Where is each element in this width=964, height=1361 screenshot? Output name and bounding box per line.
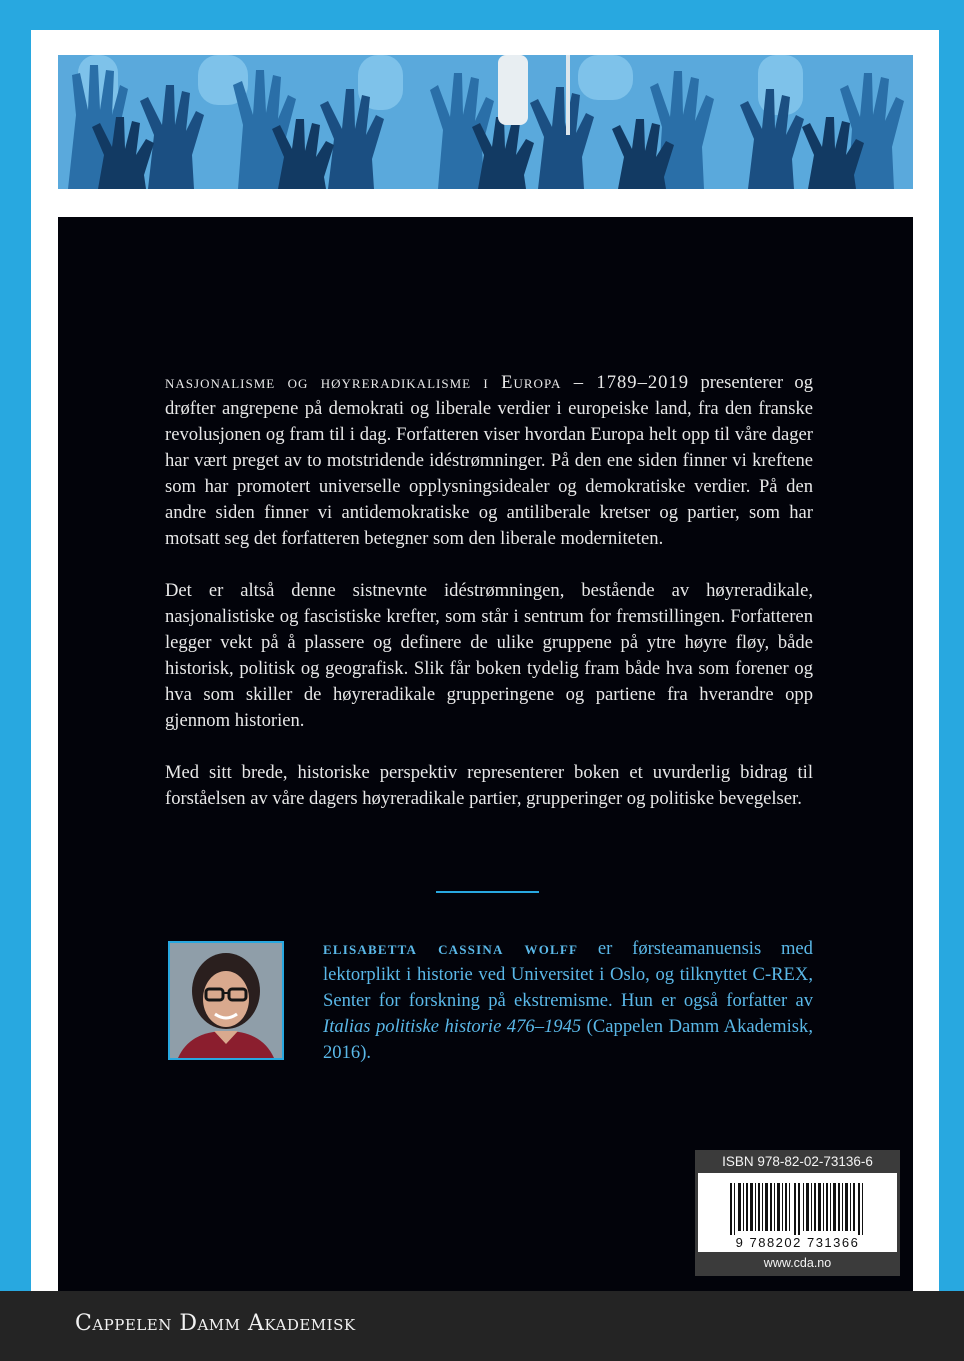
book-title-smallcaps: nasjonalisme og høyreradikalisme i Europa – 1789–2019 xyxy=(165,372,690,393)
barcode-area xyxy=(698,1173,897,1252)
barcode-block xyxy=(695,1150,900,1276)
author-photo xyxy=(168,941,284,1060)
author-bio xyxy=(323,936,813,1066)
hands-illustration xyxy=(58,55,913,189)
description-paragraph-3: Med sitt brede, historiske perspektiv representerer boken et uvurderlig bidrag til forståelsen av våre dagers høyreradikale partier, grupperinger og politiske bevegelser. xyxy=(165,762,813,809)
author-bio-text-2: (Cappelen Damm Akademisk, 2016). xyxy=(323,1016,813,1063)
publisher-logo: Cappelen Damm Akademisk xyxy=(75,1311,356,1336)
author-name: elisabetta cassina wolff xyxy=(323,938,579,959)
book-description xyxy=(165,370,813,838)
description-paragraph-2: Det er altså denne sistnevnte idéstrømningen, bestående av høyreradikale, nasjonalistiske og fascistiske krefter, som står i sentrum for fremstillingen. Forfatteren legger vekt på å plassere og definere de ulike gruppene på ytre høyre fløy, både historisk, politisk og geografisk. Slik får boken tydelig fram både hva som forener og hva som skiller de høyreradikale grupperingene og partiene fra hverandre opp gjennom historien. xyxy=(165,580,813,731)
author-previous-book-title: Italias politiske historie 476–1945 xyxy=(323,1016,582,1037)
raised-hands-icon xyxy=(58,55,913,189)
description-paragraph-1-text: presenterer og drøfter angrepene på demokrati og liberale verdier i europeiske land, fra den franske revolusjonen og fram til i dag. Forfatteren viser hvordan Europa helt opp til våre dager har vært preget av to motstridende idéstrømninger. På den ene siden finner vi kreftene som har promotert universelle opplysningsidealer og demokratiske verdier. På den andre siden finner vi antidemokratiske og antiliberale kretser og partier, som har motsatt seg det forfatteren betegner som den liberale moderniteten. xyxy=(165,372,813,549)
barcode-icon xyxy=(698,1173,897,1235)
publisher-url: www.cda.no xyxy=(763,1256,832,1270)
footer-bar xyxy=(0,1291,964,1361)
description-paragraph-1 xyxy=(165,370,813,552)
author-bio-text-1: er førsteamanuensis med lektorplikt i historie ved Universitet i Oslo, og tilknyttet C-REX, Senter for forskning på ekstremisme. Hun er også forfatter av xyxy=(323,938,813,1011)
isbn-label: ISBN 978-82-02-73136-6 xyxy=(722,1154,873,1169)
section-divider xyxy=(436,891,539,893)
barcode-digits: 9 788202 731366 xyxy=(735,1235,860,1250)
author-portrait-icon xyxy=(170,943,282,1058)
